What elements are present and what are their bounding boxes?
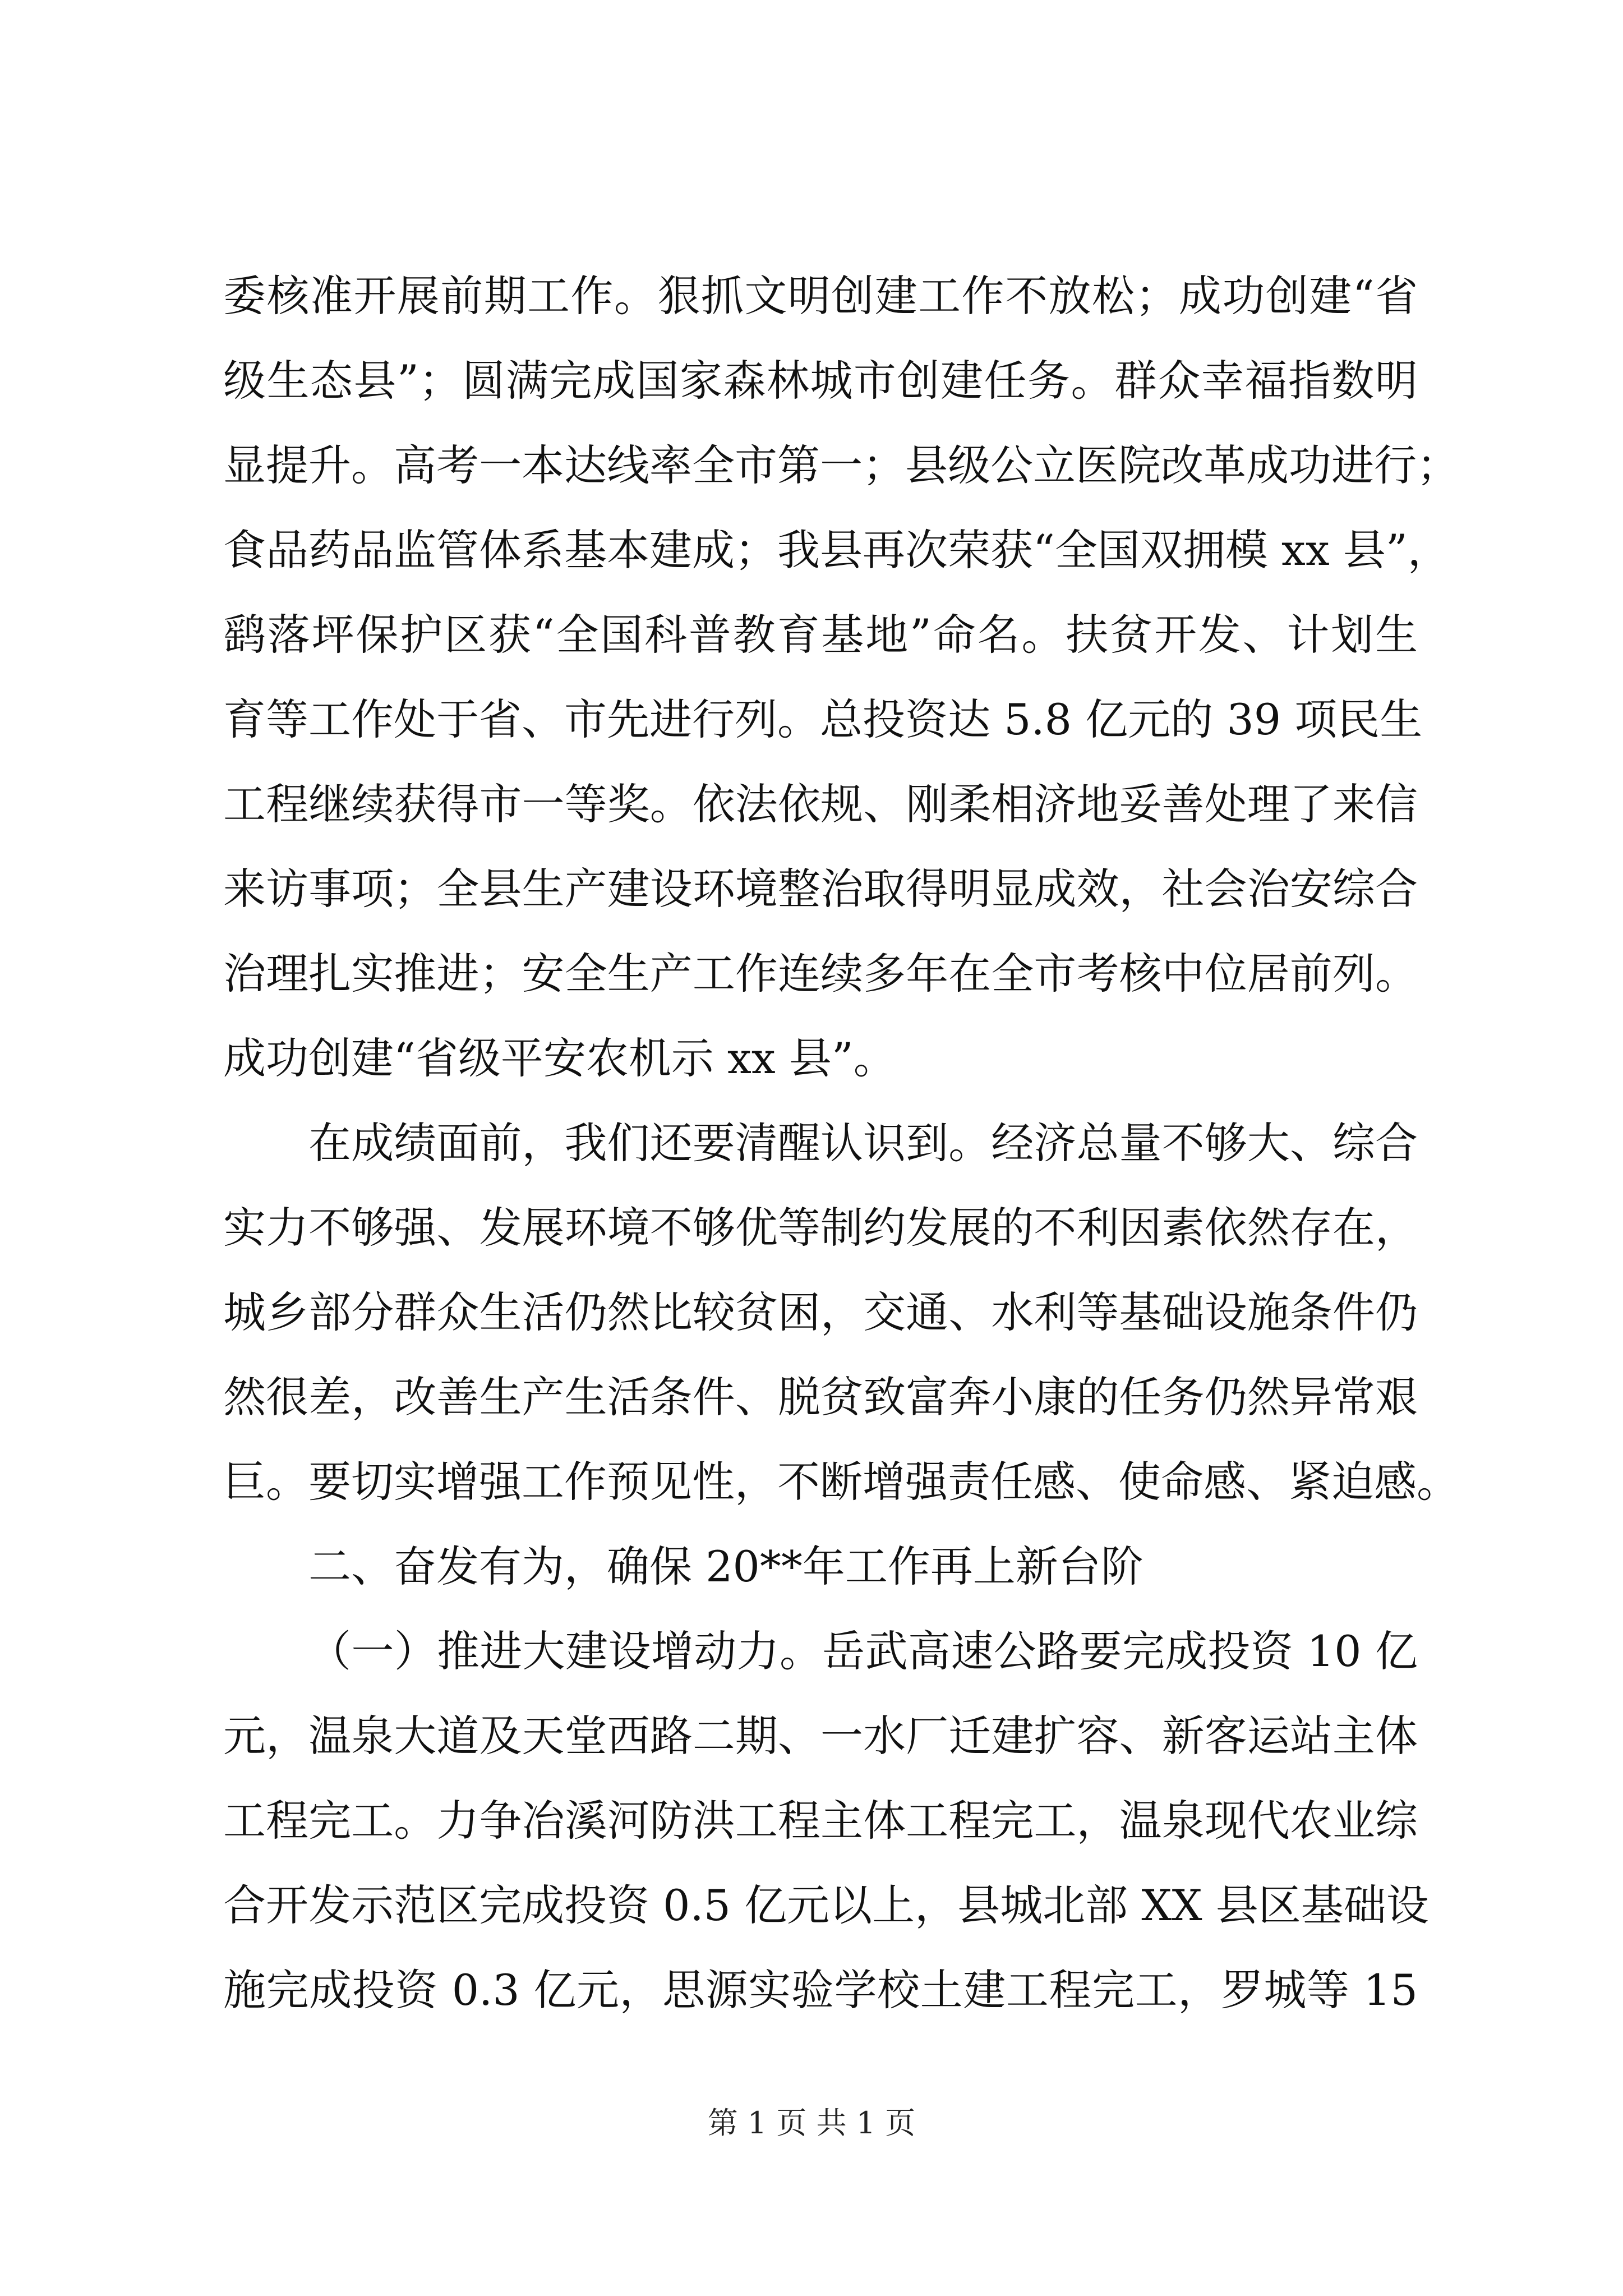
text-line: 显提升。高考一本达线率全市第一；县级公立医院改革成功进行； [223, 440, 1459, 490]
text-line: 合开发示范区完成投资 0.5 亿元以上，县城北部 XX 县区基础设 [223, 1880, 1429, 1930]
text-line: 鹞落坪保护区获“全国科普教育基地”命名。扶贫开发、计划生 [223, 610, 1418, 660]
text-line: 实力不够强、发展环境不够优等制约发展的不利因素依然存在， [223, 1203, 1418, 1253]
text-line: （一）推进大建设增动力。岳武高速公路要完成投资 10 亿 [308, 1626, 1418, 1676]
text-line: 在成绩面前，我们还要清醒认识到。经济总量不够大、综合 [308, 1118, 1418, 1168]
page-footer: 第 1 页 共 1 页 [707, 2105, 916, 2141]
text-line: 级生态县”；圆满完成国家森林城市创建任务。群众幸福指数明 [223, 356, 1418, 406]
text-line: 治理扎实推进；安全生产工作连续多年在全市考核中位居前列。 [223, 949, 1418, 999]
text-line: 二、奋发有为，确保 20**年工作再上新台阶 [308, 1542, 1144, 1591]
text-line: 委核准开展前期工作。狠抓文明创建工作不放松；成功创建“省 [223, 271, 1418, 321]
text-line: 施完成投资 0.3 亿元，思源实验学校土建工程完工，罗城等 15 [223, 1965, 1418, 2015]
text-line: 育等工作处于省、市先进行列。总投资达 5.8 亿元的 39 项民生 [223, 694, 1423, 744]
text-line: 工程继续获得市一等奖。依法依规、刚柔相济地妥善处理了来信 [223, 779, 1418, 829]
text-line: 来访事项；全县生产建设环境整治取得明显成效，社会治安综合 [223, 864, 1418, 914]
text-line: 然很差，改善生产生活条件、脱贫致富奔小康的任务仍然异常艰 [223, 1372, 1418, 1422]
text-line: 巨。要切实增强工作预见性，不断增强责任感、使命感、紧迫感。 [223, 1457, 1459, 1507]
document-body [223, 254, 1459, 2032]
text-line: 元，温泉大道及天堂西路二期、一水厂迁建扩容、新客运站主体 [223, 1711, 1418, 1761]
text-line: 食品药品监管体系基本建成；我县再次荣获“全国双拥模 xx 县”， [223, 525, 1450, 575]
text-line: 工程完工。力争冶溪河防洪工程主体工程完工，温泉现代农业综 [223, 1796, 1418, 1846]
text-line: 成功创建“省级平安农机示 xx 县”。 [223, 1033, 896, 1083]
text-line: 城乡部分群众生活仍然比较贫困，交通、水利等基础设施条件仍 [223, 1287, 1418, 1337]
